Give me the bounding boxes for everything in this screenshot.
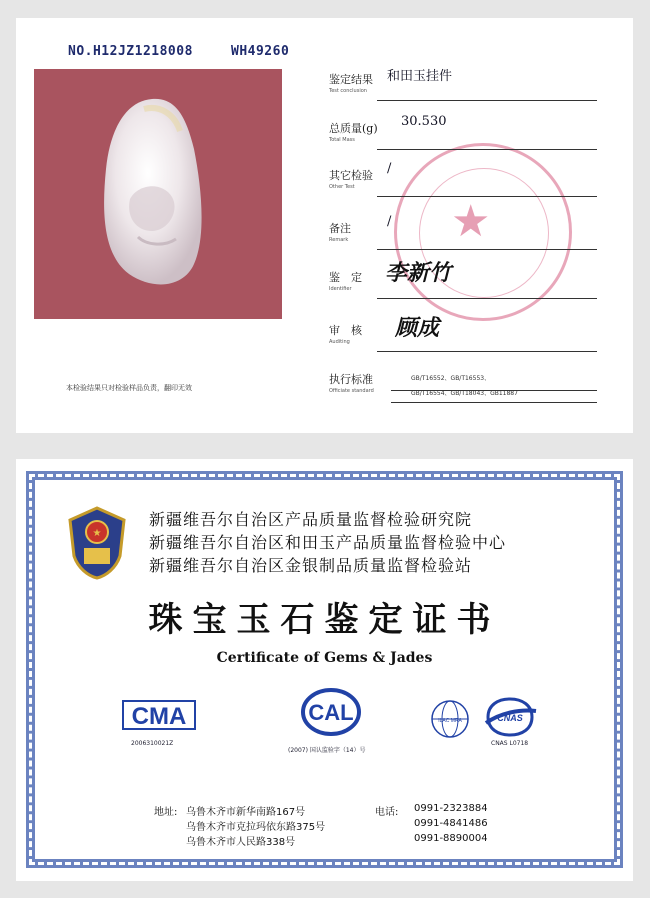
standards-line-1: GB/T16552、GB/T16553、	[411, 375, 491, 382]
cal-logo-text: CAL	[308, 700, 354, 725]
address-1: 乌鲁木齐市新华南路167号	[186, 807, 306, 818]
cma-logo-text: CMA	[131, 703, 187, 730]
serial-number-2: WH49260	[231, 44, 290, 59]
field-auditing: 审 核 Auditing 顾成	[329, 319, 597, 345]
address-label: 地址:	[154, 807, 178, 818]
phone-1: 0991-2323884	[414, 803, 488, 814]
phone-2: 0991-4841486	[414, 818, 488, 829]
field-mass: 总质量(g) Total Mass 30.530	[329, 117, 597, 143]
cnas-code: CNAS L0718	[491, 740, 529, 747]
institution-name-1: 新疆维吾尔自治区产品质量监督检验研究院	[149, 510, 473, 529]
mass-value: 30.530	[401, 114, 447, 129]
address-3: 乌鲁木齐市人民路338号	[186, 837, 296, 848]
field-other-test: 其它检验 Other Test /	[329, 164, 597, 190]
ilac-logo-icon	[426, 699, 474, 739]
cma-code: 2006310021Z	[131, 740, 174, 747]
remark-value: /	[387, 214, 392, 229]
certificate-title: 珠宝玉石鉴定证书	[148, 600, 501, 640]
cnas-logo-text: CNAS	[497, 713, 523, 723]
other-test-value: /	[387, 161, 392, 176]
phone-3: 0991-8890004	[414, 833, 488, 844]
disclaimer-note: 本检验结果只对检验样品负责，翻印无效	[66, 384, 192, 392]
cma-logo-icon	[119, 697, 199, 733]
address-2: 乌鲁木齐市克拉玛依东路375号	[186, 822, 326, 833]
svg-text:★: ★	[92, 528, 102, 539]
certificate-cover	[16, 459, 633, 881]
field-conclusion: 鉴定结果 Test conclusion 和田玉挂件	[329, 68, 597, 94]
appraisal-card	[16, 18, 633, 433]
serial-number: NO.H12JZ1218008	[68, 44, 193, 59]
field-standards: 执行标准 Officiate standard GB/T16552、GB/T16553、 GB/T16554、GB/T18043、GB11887	[329, 368, 597, 394]
cal-code: (2007) 国认监验字（14）号	[288, 747, 366, 754]
field-identifier: 鉴 定 Identifier 李新竹	[329, 266, 597, 292]
emblem-icon	[66, 506, 128, 580]
ilac-logo-text: ILAC MRA	[438, 718, 462, 724]
auditing-signature: 顾成	[395, 315, 440, 341]
certificate-subtitle: Certificate of Gems & Jades	[216, 650, 433, 666]
conclusion-value: 和田玉挂件	[387, 69, 453, 84]
institution-name-2: 新疆维吾尔自治区和田玉产品质量监督检验中心	[149, 533, 507, 552]
identifier-signature: 李新竹	[385, 260, 452, 286]
field-remark: 备注 Remark /	[329, 217, 597, 243]
phone-label: 电话:	[375, 807, 399, 818]
standards-line-2: GB/T16554、GB/T18043、GB11887	[411, 390, 518, 397]
official-seal: ★	[394, 143, 572, 321]
cnas-logo-icon	[482, 697, 538, 737]
jade-pendant-image	[34, 69, 282, 319]
jade-photo	[34, 69, 282, 319]
institution-name-3: 新疆维吾尔自治区金银制品质量监督检验站	[149, 556, 473, 575]
cal-logo-icon	[300, 687, 362, 737]
